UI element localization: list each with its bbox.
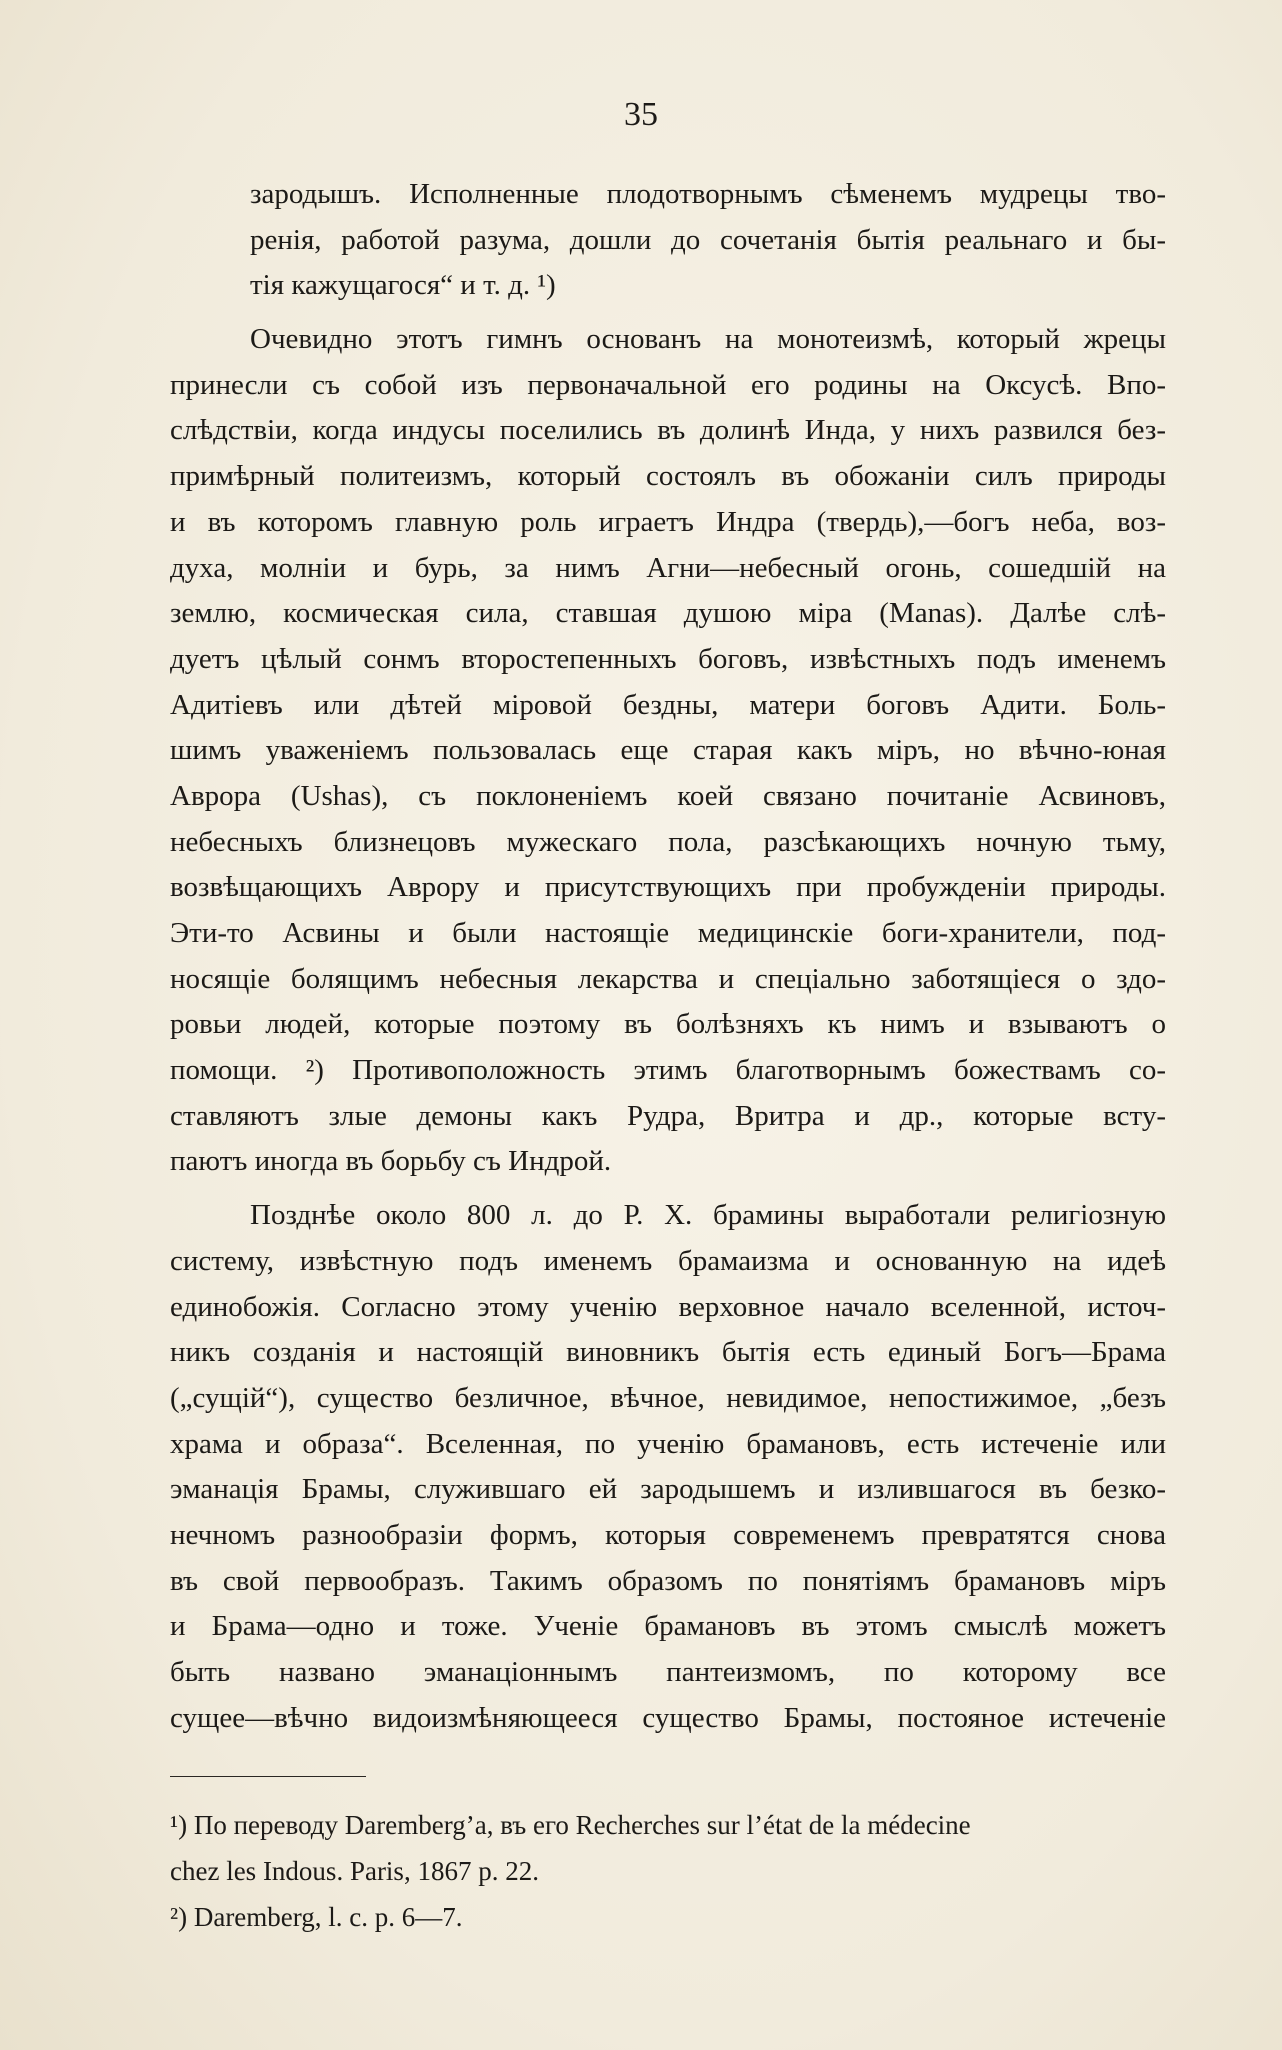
text-line: землю, космическая сила, ставшая душою міра (Manas). Далѣе слѣ-: [170, 597, 1166, 630]
text-line: Позднѣе около 800 л. до Р. Х. брамины выработали религіозную: [250, 1199, 1166, 1232]
text-line: тія кажущагося“ и т. д. ¹): [250, 269, 556, 302]
text-line: слѣдствіи, когда индусы поселились въ долинѣ Инда, у нихъ развился без-: [170, 414, 1166, 447]
text-line: примѣрный политеизмъ, который состоялъ въ обожаніи силъ природы: [170, 460, 1166, 493]
text-line: Очевидно этотъ гимнъ основанъ на монотеизмѣ, который жрецы: [250, 323, 1166, 356]
text-line: паютъ иногда въ борьбу съ Индрой.: [170, 1145, 612, 1178]
footnote-1: ¹) По переводу Daremberg’a, въ его Recherches sur l’état de la médecine: [170, 1810, 971, 1840]
text-line: ренія, работой разума, дошли до сочетанія бытія реальнаго и бы-: [250, 223, 1166, 256]
text-line: систему, извѣстную подъ именемъ брамаизма и основанную на идеѣ: [170, 1244, 1166, 1277]
text-line: Адитіевъ или дѣтей міровой бездны, матери боговъ Адити. Боль-: [170, 688, 1166, 721]
footnote-2: ²) Daremberg, l. c. p. 6—7.: [170, 1902, 463, 1932]
footnote-divider: [170, 1776, 366, 1777]
text-line: возвѣщающихъ Аврору и присутствующихъ при пробужденіи природы.: [170, 871, 1166, 904]
text-line: зародышъ. Исполненные плодотворнымъ сѣменемъ мудрецы тво-: [250, 178, 1166, 210]
text-line: въ свой первообразъ. Такимъ образомъ по понятіямъ брамановъ міръ: [170, 1564, 1166, 1597]
page-number: 35: [624, 96, 658, 133]
text-line: небесныхъ близнецовъ мужескаго пола, разсѣкающихъ ночную тьму,: [170, 825, 1166, 858]
text-line: единобожія. Согласно этому ученію верховное начало вселенной, источ-: [170, 1290, 1166, 1323]
text-line: принесли съ собой изъ первоначальной его родины на Оксусѣ. Впо-: [170, 368, 1166, 401]
text-line: и въ которомъ главную роль играетъ Индра (твердь),—богъ неба, воз-: [170, 505, 1166, 538]
footnotes: [170, 1802, 1166, 1940]
text-line: храма и образа“. Вселенная, по ученію брамановъ, есть истеченіе или: [170, 1427, 1166, 1460]
text-line: ровьи людей, которые поэтому въ болѣзняхъ къ нимъ и взываютъ о: [170, 1008, 1166, 1041]
footnote-1-continued: chez les Indous. Paris, 1867 p. 22.: [170, 1856, 539, 1886]
text-line: нечномъ разнообразіи формъ, которыя современемъ превратятся снова: [170, 1518, 1166, 1551]
text-line: („сущій“), существо безличное, вѣчное, невидимое, непостижимое, „безъ: [170, 1381, 1166, 1414]
text-line: сущее—вѣчно видоизмѣняющееся существо Брамы, постояное истеченіе: [170, 1701, 1166, 1734]
text-line: никъ созданія и настоящій виновникъ бытія есть единый Богъ—Брама: [170, 1336, 1166, 1369]
text-line: ставляютъ злые демоны какъ Рудра, Вритра и др., которые всту-: [170, 1099, 1166, 1132]
text-line: и Брама—одно и тоже. Ученіе брамановъ въ этомъ смыслѣ можетъ: [170, 1610, 1166, 1643]
text-line: эманація Брамы, служившаго ей зародышемъ и излившагося въ безко-: [170, 1473, 1166, 1506]
paragraph-3: [170, 1193, 1166, 1741]
body-text: [170, 172, 1166, 1741]
text-line: шимъ уваженіемъ пользовалась еще старая какъ міръ, но вѣчно-юная: [170, 734, 1166, 767]
text-line: духа, молніи и бурь, за нимъ Агни—небесный огонь, сошедшій на: [170, 551, 1166, 584]
paragraph-2: [170, 317, 1166, 1185]
text-line: помощи. ²) Противоположность этимъ благотворнымъ божествамъ со-: [170, 1054, 1166, 1087]
text-line: Эти-то Асвины и были настоящіе медицинскіе боги-хранители, под-: [170, 917, 1166, 949]
text-line: быть названо эманаціоннымъ пантеизмомъ, по которому все: [170, 1656, 1166, 1688]
text-line: дуетъ цѣлый сонмъ второстепенныхъ боговъ, извѣстныхъ подъ именемъ: [170, 642, 1166, 675]
text-line: носящіе болящимъ небесныя лекарства и спеціально заботящіеся о здо-: [170, 962, 1166, 995]
text-line: Аврора (Ushas), съ поклоненіемъ коей связано почитаніе Асвиновъ,: [170, 779, 1166, 812]
paragraph-1: [170, 172, 1166, 309]
